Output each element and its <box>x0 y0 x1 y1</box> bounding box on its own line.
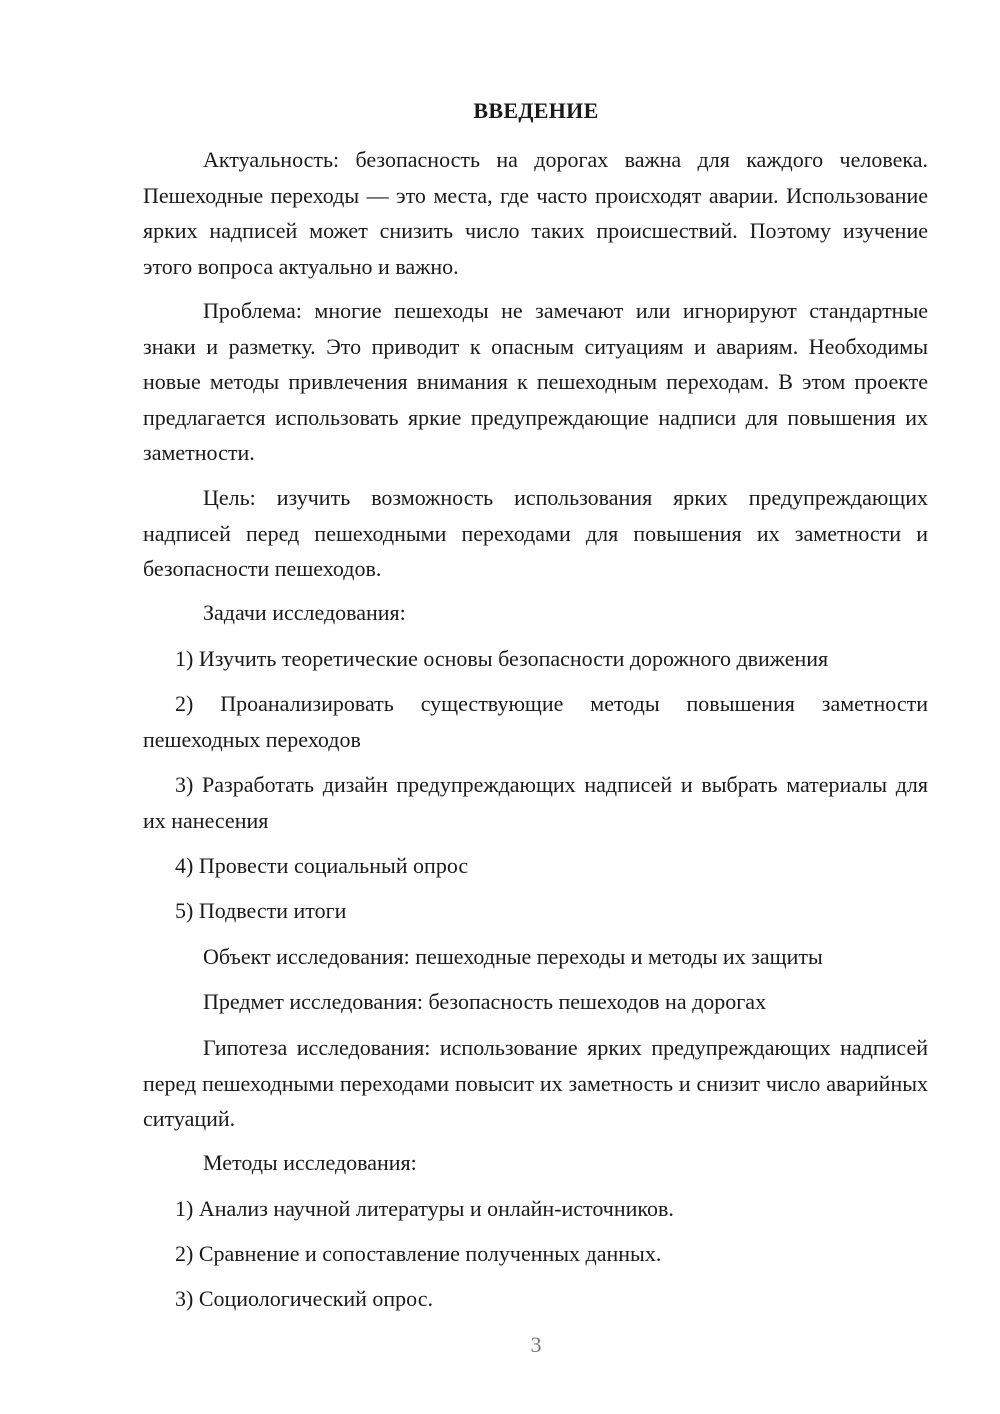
tasks-heading: Задачи исследования: <box>203 600 406 625</box>
hypothesis-paragraph: Гипотеза исследования: использование ярких предупреждающих надписей перед пешеходными переходами повысит их заметность и снизит число аварийных ситуаций. <box>143 1035 928 1131</box>
page-number: 3 <box>530 1332 542 1357</box>
goal-paragraph: Цель: изучить возможность использования ярких предупреждающих надписей перед пешеходными переходами для повышения их заметности и безопасности пешеходов. <box>143 485 928 581</box>
relevance-paragraph: Актуальность: безопасность на дорогах важна для каждого человека. Пешеходные переходы — это места, где часто происходят аварии. Использование ярких надписей может снизить число таких происшествий. Поэтому изучение этого вопроса актуально и важно. <box>143 147 928 279</box>
task-item: 5) Подвести итоги <box>175 898 347 923</box>
problem-paragraph: Проблема: многие пешеходы не замечают или игнорируют стандартные знаки и разметку. Это приводит к опасным ситуациям и авариям. Необходимы новые методы привлечения внимания к пешеходным переходам. В этом проекте предлагается использовать яркие предупреждающие надписи для повышения их заметности. <box>143 298 928 465</box>
task-item: 3) Разработать дизайн предупреждающих надписей и выбрать материалы для их нанесения <box>143 772 928 833</box>
subject-paragraph: Предмет исследования: безопасность пешеходов на дорогах <box>203 989 767 1014</box>
method-item: 1) Анализ научной литературы и онлайн-источников. <box>175 1196 674 1221</box>
task-item: 2) Проанализировать существующие методы повышения заметности пешеходных переходов <box>143 691 928 752</box>
object-paragraph: Объект исследования: пешеходные переходы и методы их защиты <box>203 944 823 969</box>
method-item: 3) Социологический опрос. <box>175 1286 433 1311</box>
task-item: 1) Изучить теоретические основы безопасности дорожного движения <box>175 646 829 671</box>
page-title: ВВЕДЕНИЕ <box>473 98 599 123</box>
task-item: 4) Провести социальный опрос <box>175 853 469 878</box>
method-item: 2) Сравнение и сопоставление полученных данных. <box>175 1241 662 1266</box>
methods-heading: Методы исследования: <box>203 1150 417 1175</box>
